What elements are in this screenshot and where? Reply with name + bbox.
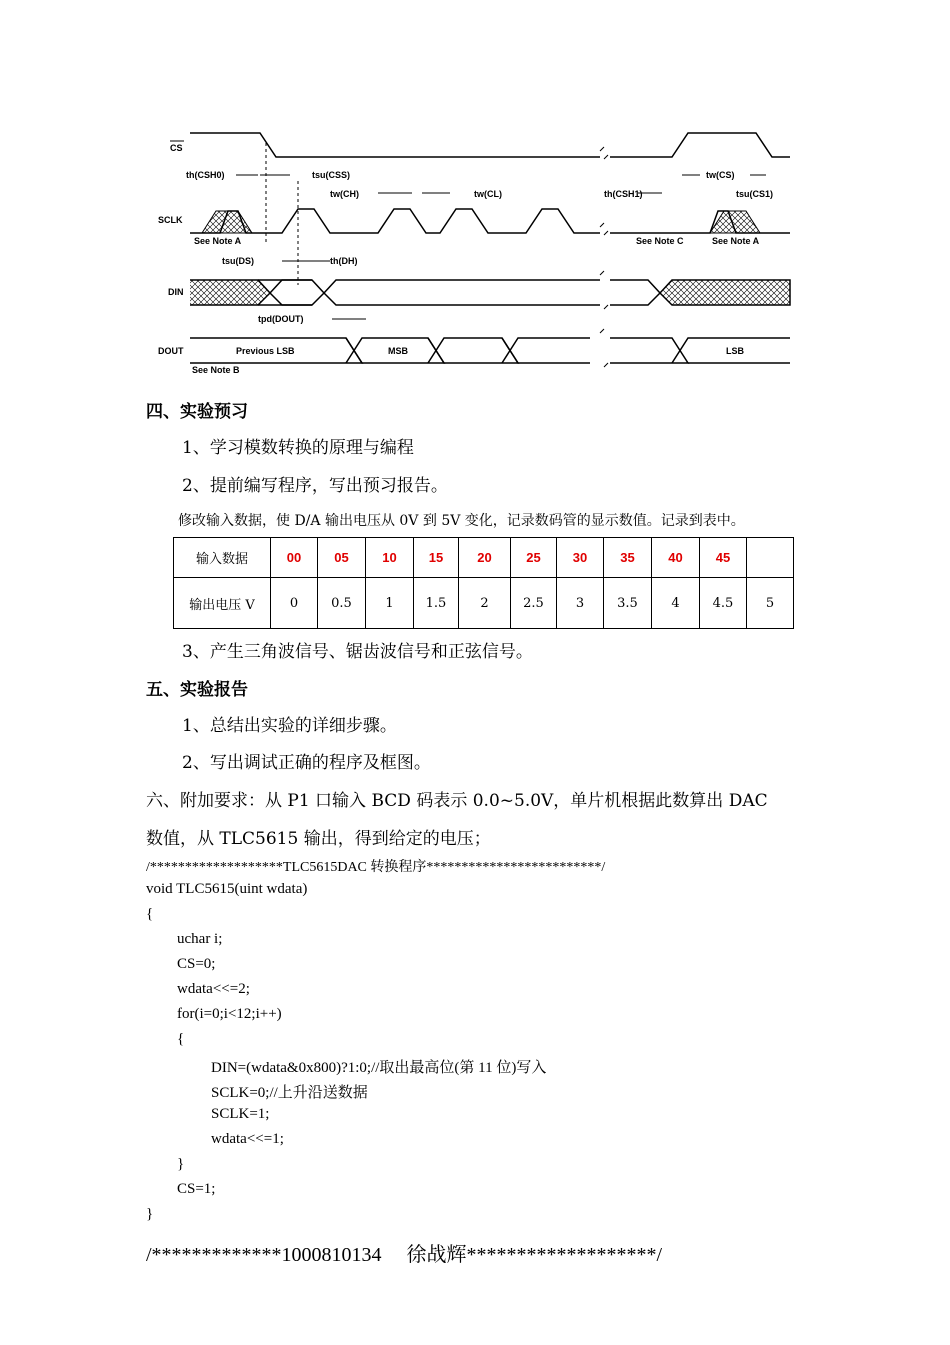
table-cell: 10	[366, 538, 414, 578]
code-line: CS=1;	[177, 1181, 216, 1197]
table-cell: 20	[459, 538, 511, 578]
code-line: CS=0;	[177, 956, 216, 972]
table-cell	[747, 538, 794, 578]
table-cell: 25	[511, 538, 557, 578]
code-line: }	[146, 1206, 154, 1222]
table-cell: 5	[747, 578, 794, 629]
table-cell: 00	[271, 538, 318, 578]
label-th-csh1: th(CSH1)	[604, 189, 643, 199]
section4-item1: 1、学习模数转换的原理与编程	[182, 438, 414, 458]
sclk-waveform-end	[610, 211, 790, 233]
table-cell: 2	[459, 578, 511, 629]
section4-note: 修改输入数据，使 D/A 输出电压从 0V 到 5V 变化，记录数码管的显示数值。记录到表中。	[178, 513, 745, 529]
table-cell: 40	[652, 538, 700, 578]
note-a-left: See Note A	[194, 236, 242, 246]
din-label: DIN	[168, 287, 184, 297]
table-row-input	[174, 538, 794, 578]
label-tpd-dout: tpd(DOUT)	[258, 314, 304, 324]
table-cell: 3.5	[604, 578, 652, 629]
timing-diagram	[150, 125, 800, 380]
section6-line2: 数值，从 TLC5615 输出，得到给定的电压；	[146, 829, 491, 849]
label-th-csh0: th(CSH0)	[186, 170, 225, 180]
cs-waveform-end	[610, 133, 790, 157]
label-tsu-css: tsu(CSS)	[312, 170, 350, 180]
code-line: void TLC5615(uint wdata)	[146, 881, 308, 897]
table-cell: 35	[604, 538, 652, 578]
label-tw-cs: tw(CS)	[706, 170, 735, 180]
label-tsu-ds: tsu(DS)	[222, 256, 254, 266]
footer-line: /*************1000810134 徐战辉*******************/	[146, 1244, 663, 1266]
code-line: {	[146, 906, 154, 922]
sclk-waveform	[190, 209, 600, 233]
section5-title: 五、实验报告	[146, 680, 248, 700]
table-cell: 1	[366, 578, 414, 629]
table-cell: 45	[700, 538, 747, 578]
table-row-output	[174, 578, 794, 629]
table-cell: 4.5	[700, 578, 747, 629]
cs-label: CS	[170, 143, 183, 153]
table-label-input: 输入数据	[174, 538, 271, 578]
note-b: See Note B	[192, 365, 240, 375]
note-c: See Note C	[636, 236, 684, 246]
label-th-dh: th(DH)	[330, 256, 358, 266]
cs-waveform	[190, 133, 600, 157]
dout-previous-lsb: Previous LSB	[236, 346, 295, 356]
table-cell: 3	[557, 578, 604, 629]
table-cell: 05	[318, 538, 366, 578]
code-line: wdata<<=2;	[177, 981, 250, 997]
code-line: for(i=0;i<12;i++)	[177, 1006, 282, 1022]
table-cell: 15	[414, 538, 459, 578]
table-cell: 0	[271, 578, 318, 629]
label-tw-cl: tw(CL)	[474, 189, 502, 199]
table-cell: 0.5	[318, 578, 366, 629]
label-tw-ch: tw(CH)	[330, 189, 359, 199]
code-line: SCLK=0;//上升沿送数据	[211, 1085, 368, 1101]
code-line: DIN=(wdata&0x800)?1:0;//取出最高位(第 11 位)写入	[211, 1060, 547, 1076]
table-label-output: 输出电压 V	[174, 578, 271, 629]
dout-msb: MSB	[388, 346, 408, 356]
sclk-label: SCLK	[158, 215, 183, 225]
section4-item2: 2、提前编写程序，写出预习报告。	[182, 476, 448, 496]
code-line: wdata<<=1;	[211, 1131, 284, 1147]
code-line: SCLK=1;	[211, 1106, 270, 1122]
section6-line1: 六、附加要求：从 P1 口输入 BCD 码表示 0.0~5.0V，单片机根据此数算出 DAC	[146, 791, 768, 811]
table-cell: 30	[557, 538, 604, 578]
section4-title: 四、实验预习	[146, 402, 248, 422]
table-cell: 2.5	[511, 578, 557, 629]
table-cell: 4	[652, 578, 700, 629]
code-line: uchar i;	[177, 931, 223, 947]
dout-lsb: LSB	[726, 346, 744, 356]
code-line: }	[177, 1156, 185, 1172]
section5-item1: 1、总结出实验的详细步骤。	[182, 716, 397, 736]
data-table	[173, 537, 794, 629]
dout-label: DOUT	[158, 346, 184, 356]
note-a-right: See Note A	[712, 236, 760, 246]
section4-item3: 3、产生三角波信号、锯齿波信号和正弦信号。	[182, 642, 533, 662]
code-line: /*******************TLC5615DAC 转换程序*************************/	[146, 860, 606, 875]
section5-item2: 2、写出调试正确的程序及框图。	[182, 753, 431, 773]
table-cell: 1.5	[414, 578, 459, 629]
label-tsu-cs1: tsu(CS1)	[736, 189, 774, 199]
code-line: {	[177, 1031, 185, 1047]
